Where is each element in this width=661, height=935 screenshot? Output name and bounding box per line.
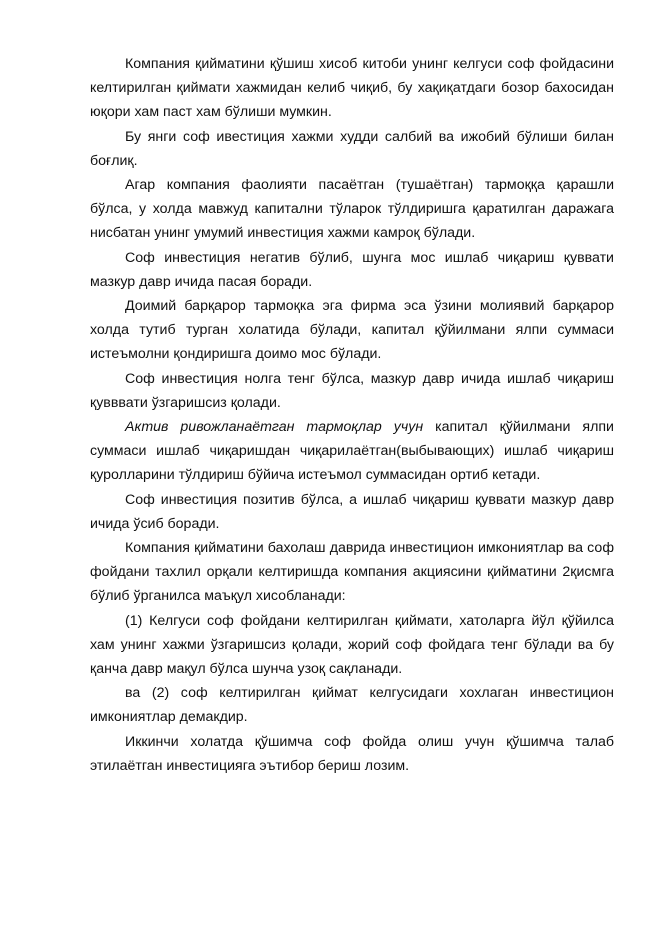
italic-lead-phrase: Актив ривожланаётган тармоқлар учун: [125, 419, 424, 436]
paragraph-3: Агар компания фаолияти пасаётган (тушаётган) тармоққа қарашли бўлса, у холда мавжуд капитални тўларок тўлдиришга қаратилган даражага нисбатан унинг умумий инвестиция хажми камроқ бўлади.: [90, 177, 614, 242]
paragraph-5: Доимий барқарор тармоқка эга фирма эса ўзини молиявий барқарор холда тутиб турган холатида бўлади, капитал қўйилмани ялпи суммаси истеъмолни қондиришга доимо мос бўлади.: [90, 298, 614, 363]
paragraph-11: ва (2) соф келтирилган қиймат келгусидаги хохлаган инвестицион имкониятлар демакдир.: [90, 685, 614, 726]
paragraph-1: Компания қийматини қўшиш хисоб китоби унинг келгуси соф фойдасини келтирилган қиймати хажмидан келиб чиқиб, бу хақиқатдаги бозор бахосидан юқори хам паст хам бўлиши мумкин.: [90, 56, 614, 121]
paragraph-8: Соф инвестиция позитив бўлса, а ишлаб чиқариш қуввати мазкур давр ичида ўсиб боради.: [90, 491, 614, 532]
paragraph-9: Компания қийматини бахолаш даврида инвестицион имкониятлар ва соф фойдани тахлил орқали келтиришда компания акциясини қийматини 2қисмга бўлиб ўрганилса маъқул хисобланади:: [90, 540, 614, 605]
paragraph-2: Бу янги соф ивестиция хажми худди салбий ва ижобий бўлиши билан боғлиқ.: [90, 128, 614, 169]
document-page: [90, 52, 614, 778]
paragraph-6: Соф инвестиция нолга тенг бўлса, мазкур давр ичида ишлаб чиқариш қувввати ўзгаришсиз қолади.: [90, 370, 614, 411]
paragraph-4: Соф инвестиция негатив бўлиб, шунга мос ишлаб чиқариш қуввати мазкур давр ичида пасая боради.: [90, 249, 614, 290]
paragraph-10: (1) Келгуси соф фойдани келтирилган қиймати, хатоларга йўл қўйилса хам унинг хажми ўзгаришсиз қолади, жорий соф фойдага тенг бўлади ва бу қанча давр мақул бўлса шунча узоқ сақланади.: [90, 612, 614, 678]
paragraph-7: [90, 415, 614, 488]
paragraph-7-text: капитал қўйилмани ялпи суммаси ишлаб чиқаришдан чиқарилаётган(выбывающих) ишлаб чиқариш қуролларини тўлдириш бўйича истеъмол суммасидан ортиб кетади.: [90, 419, 614, 484]
paragraph-12: Иккинчи холатда қўшимча соф фойда олиш учун қўшимча талаб этилаётган инвестицияга эътибор бериш лозим.: [90, 733, 614, 774]
